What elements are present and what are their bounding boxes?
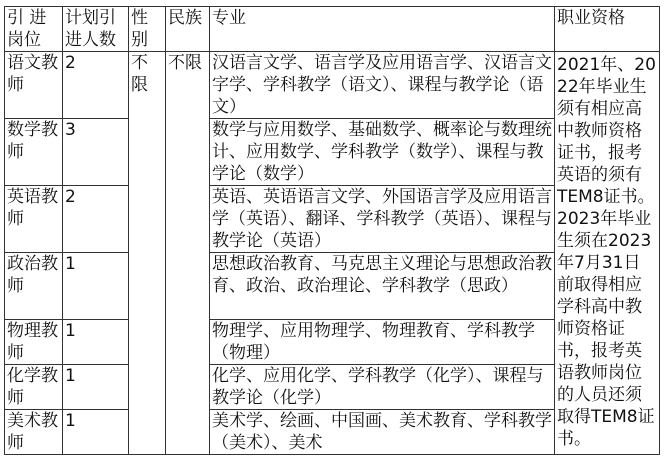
major-cell: 化学、应用化学、学科教学（化学）、课程与教学论（化学） bbox=[210, 365, 555, 410]
major-cell: 英语、英语语言文学、外国语言学及应用语言学（英语）、翻译、学科教学（英语）、课程与教学论（英语） bbox=[210, 186, 555, 253]
header-gender: 性别 bbox=[129, 7, 166, 52]
gender-cell: 不限 bbox=[129, 52, 166, 455]
major-cell: 数学与应用数学、基础数学、概率论与数理统计、应用数学、学科教学（数学）、课程与教学论（数学） bbox=[210, 119, 555, 186]
position-cell: 化学教师 bbox=[5, 365, 63, 410]
header-count: 计划引进人数 bbox=[63, 7, 129, 52]
position-cell: 数学教师 bbox=[5, 119, 63, 186]
table-row bbox=[5, 52, 660, 119]
major-cell: 思想政治教育、马克思主义理论与思想政治教育、政治、政治理论、学科教学（思政） bbox=[210, 253, 555, 320]
recruitment-table bbox=[4, 6, 660, 455]
header-row bbox=[5, 7, 660, 52]
ethnicity-cell: 不限 bbox=[166, 52, 210, 455]
major-cell: 汉语言文学、语言学及应用语言学、汉语言文字学、学科教学（语文）、课程与教学论（语文） bbox=[210, 52, 555, 119]
position-cell: 物理教师 bbox=[5, 320, 63, 365]
count-cell: 1 bbox=[63, 253, 129, 320]
count-cell: 1 bbox=[63, 320, 129, 365]
count-cell: 1 bbox=[63, 365, 129, 410]
position-cell: 英语教师 bbox=[5, 186, 63, 253]
header-major: 专业 bbox=[210, 7, 555, 52]
count-cell: 2 bbox=[63, 186, 129, 253]
header-ethnicity: 民族 bbox=[166, 7, 210, 52]
major-cell: 物理学、应用物理学、物理教育、学科教学（物理） bbox=[210, 320, 555, 365]
header-qualification: 职业资格 bbox=[555, 7, 660, 52]
position-cell: 美术教师 bbox=[5, 410, 63, 455]
position-cell: 语文教师 bbox=[5, 52, 63, 119]
count-cell: 2 bbox=[63, 52, 129, 119]
header-position: 引 进岗位 bbox=[5, 7, 63, 52]
major-cell: 美术学、绘画、中国画、美术教育、学科教学（美术）、美术 bbox=[210, 410, 555, 455]
count-cell: 1 bbox=[63, 410, 129, 455]
position-cell: 政治教师 bbox=[5, 253, 63, 320]
count-cell: 3 bbox=[63, 119, 129, 186]
qualification-cell: 2021年、2022年毕业生须有相应高中教师资格证书，报考英语的须有 TEM8证书。 2023年毕业生须在2023年7月31日前取得相应学科高中教师资格证书，报考英语教师岗位的人员还须取得TEM8证书。 bbox=[555, 52, 660, 455]
